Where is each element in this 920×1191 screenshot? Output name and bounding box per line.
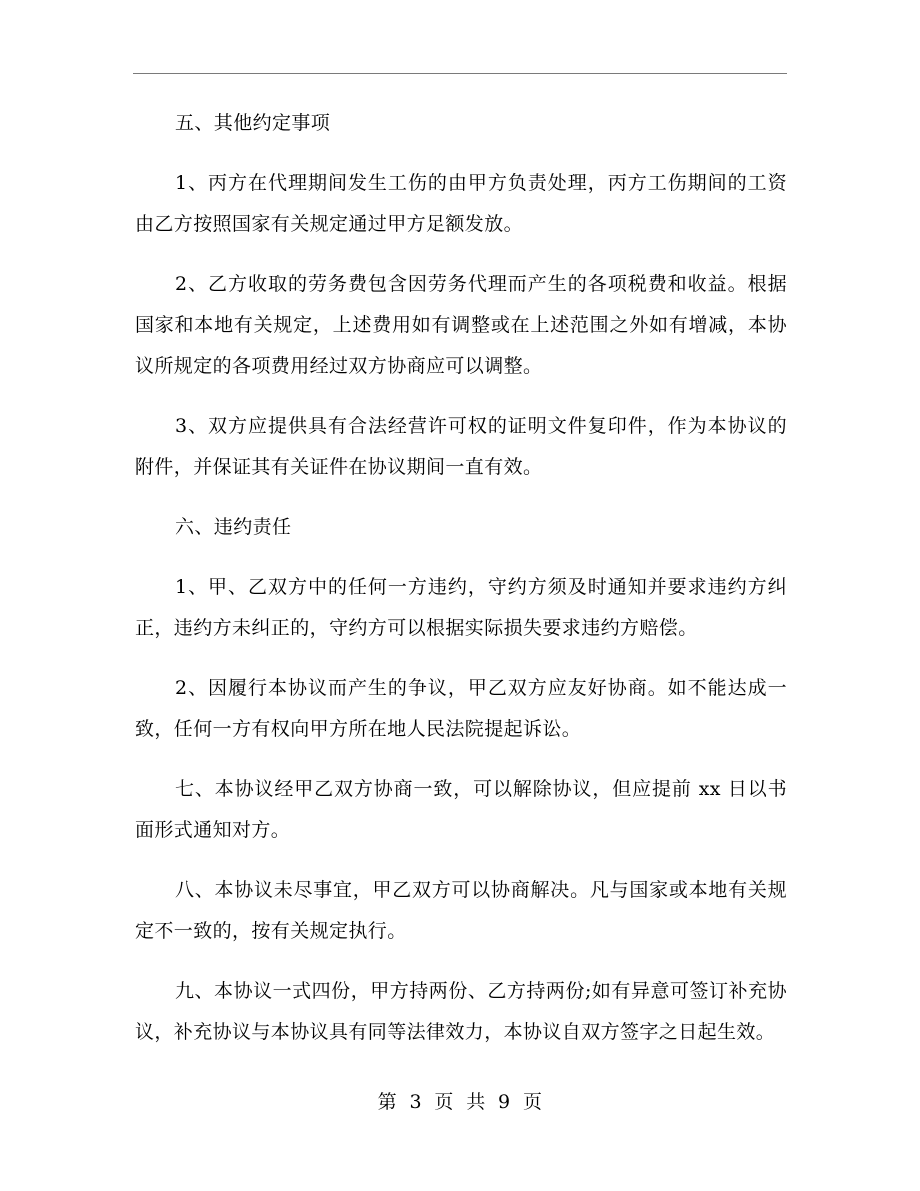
clause-7: 七、本协议经甲乙双方协商一致，可以解除协议，但应提前 xx 日以书面形式通知对方。 [135, 778, 787, 841]
document-body [135, 103, 787, 1072]
clause-5-1: 1、丙方在代理期间发生工伤的由甲方负责处理，丙方工伤期间的工资由乙方按照国家有关规定通过甲方足额发放。 [135, 172, 787, 235]
clause-6-2: 2、因履行本协议而产生的争议，甲乙双方应友好协商。如不能达成一致，任何一方有权向甲方所在地人民法院提起诉讼。 [135, 677, 787, 740]
clause-9: 九、本协议一式四份，甲方持两份、乙方持两份;如有异意可签订补充协议，补充协议与本协议具有同等法律效力，本协议自双方签字之日起生效。 [135, 980, 787, 1043]
page-number: 第 3 页 共 9 页 [377, 1091, 543, 1113]
clause-6-1: 1、甲、乙双方中的任何一方违约，守约方须及时通知并要求违约方纠正，违约方未纠正的，守约方可以根据实际损失要求违约方赔偿。 [135, 576, 787, 639]
section-heading-other-terms: 五、其他约定事项 [175, 112, 331, 134]
clause-5-2: 2、乙方收取的劳务费包含因劳务代理而产生的各项税费和收益。根据国家和本地有关规定，上述费用如有调整或在上述范围之外如有增减，本协议所规定的各项费用经过双方协商应可以调整。 [135, 273, 787, 377]
clause-8: 八、本协议未尽事宜，甲乙双方可以协商解决。凡与国家或本地有关规定不一致的，按有关规定执行。 [135, 879, 787, 942]
section-heading-liability: 六、违约责任 [175, 516, 292, 538]
clause-5-3: 3、双方应提供具有合法经营许可权的证明文件复印件，作为本协议的附件，并保证其有关证件在协议期间一直有效。 [135, 415, 787, 478]
header-divider [133, 73, 787, 74]
